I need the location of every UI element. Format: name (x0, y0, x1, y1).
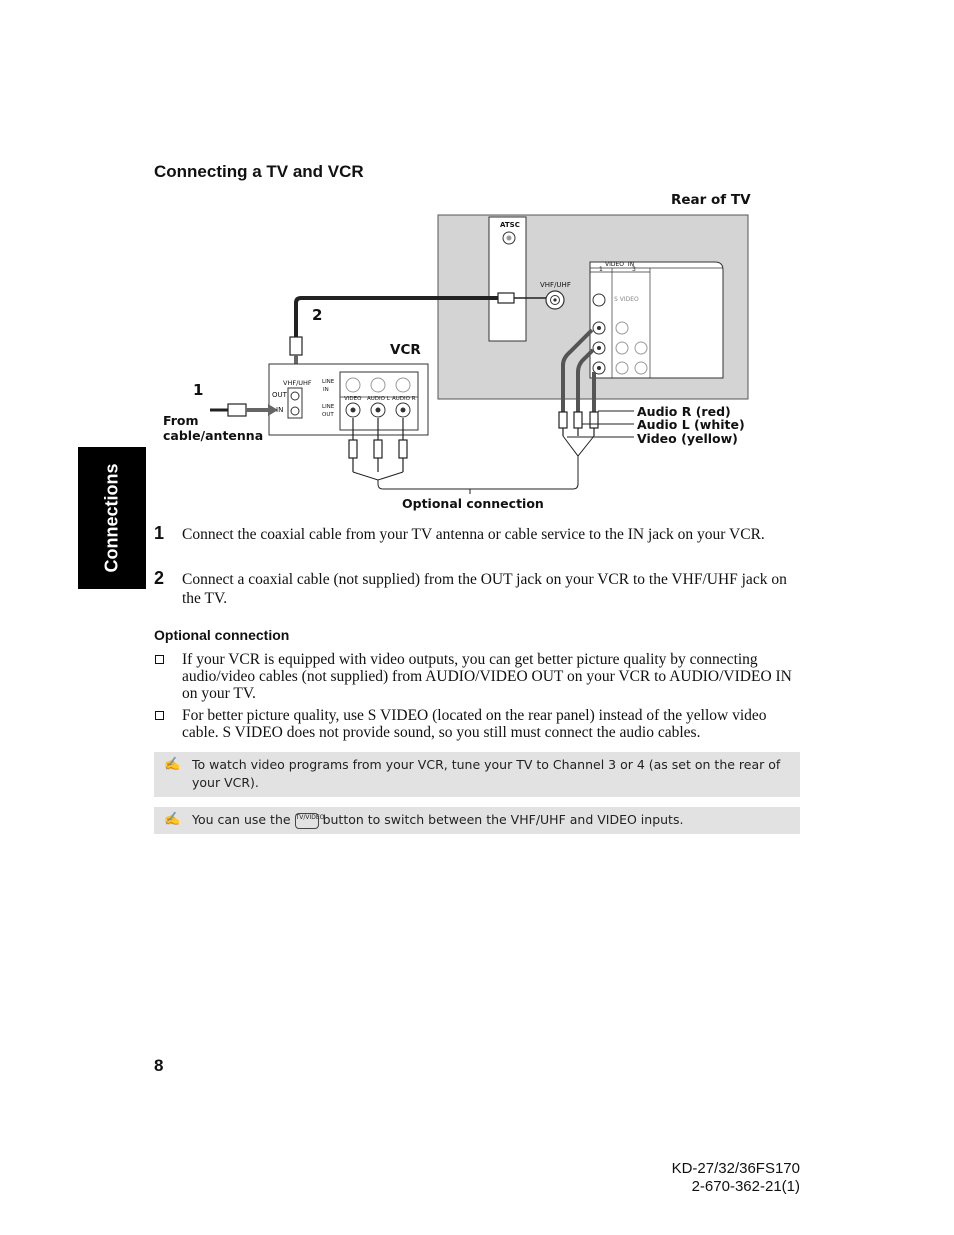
note-2-text-before: You can use the (192, 812, 291, 827)
checkbox-bullet-icon (155, 655, 164, 664)
model-number-block (672, 1160, 800, 1196)
step-1-number: 1 (154, 523, 165, 543)
tv-video-button-icon: TV/VIDEO (295, 813, 319, 829)
tv-s-video-jack (593, 294, 605, 306)
tv-vhfuhf-label: VHF/UHF (540, 281, 571, 289)
vcr-jack-audio-l-label: AUDIO L (367, 396, 390, 402)
vcr-in-jack (291, 407, 299, 415)
note-1-text: To watch video programs from your VCR, tune your TV to Channel 3 or 4 (as set on the rear of your VCR). (192, 757, 781, 790)
tv-video-jack-3 (616, 322, 628, 334)
callout-2: 2 (312, 306, 323, 324)
model-number: KD-27/32/36FS170 (671, 1160, 800, 1177)
optional-bullet-1: If your VCR is equipped with video outputs, you can get better picture quality by connecting audio/video cables (not supplied) from AUDIO/VIDEO OUT on your VCR to AUDIO/VIDEO IN on your TV. (182, 651, 792, 702)
note-pencil-icon: ✍ (164, 811, 181, 826)
note-pencil-icon: ✍ (164, 756, 181, 771)
tv-video-in-label: VIDEO IN (605, 261, 635, 268)
from-cable-label-2: cable/antenna (163, 428, 264, 443)
page-number: 8 (154, 1056, 164, 1075)
diagram-graphic (0, 0, 954, 520)
optional-connection-label: Optional connection (402, 496, 544, 511)
video-label: Video (yellow) (637, 431, 738, 446)
tv-video-in-3-label: 3 (632, 266, 636, 273)
note-box-2 (154, 807, 800, 834)
vcr-out-jack (291, 392, 299, 400)
note-2-text-after: button to switch between the VHF/UHF and VIDEO inputs. (322, 812, 684, 827)
optional-bullet-2: For better picture quality, use S VIDEO (located on the rear panel) instead of the yellow video cable. S VIDEO does not provide sound, so you still must connect the audio cables. (182, 707, 767, 741)
note-box-1 (154, 752, 800, 797)
vcr-label: VCR (390, 342, 421, 358)
part-number: 2-670-362-21(1) (691, 1178, 800, 1195)
vcr-line-in-label-2: IN (323, 387, 329, 393)
tv-video-in-block (590, 262, 723, 378)
vcr-vhfuhf-label: VHF/UHF (283, 379, 312, 387)
step-1-text: Connect the coaxial cable from your TV antenna or cable service to the IN jack on your VCR. (182, 526, 765, 543)
from-cable-label: From (163, 413, 199, 428)
vcr-in-label: IN (276, 406, 284, 414)
tv-atsc-label: ATSC (500, 221, 520, 229)
tv-video-in-1-label: 1 (599, 266, 603, 273)
step-2-text: Connect a coaxial cable (not supplied) from the OUT jack on your VCR to the VHF/UHF jack on the TV. (182, 571, 787, 607)
step-2-number: 2 (154, 568, 165, 588)
note-2-text (192, 811, 792, 829)
vcr-line-out-label: LINE (322, 404, 335, 410)
vcr-out-label: OUT (272, 391, 287, 399)
callout-1: 1 (193, 381, 204, 399)
rear-of-tv-label: Rear of TV (671, 192, 751, 208)
audio-l-label: Audio L (white) (637, 417, 745, 432)
section-title: Connecting a TV and VCR (154, 162, 364, 181)
vcr-jack-video-label: VIDEO (344, 396, 362, 402)
connection-diagram (0, 0, 954, 520)
vcr-line-in-label: LINE (322, 379, 335, 385)
optional-connection-bracket (378, 456, 578, 489)
checkbox-bullet-icon (155, 711, 164, 720)
side-tab-label: Connections (101, 463, 122, 573)
audio-r-label: Audio R (red) (637, 404, 731, 419)
tv-s-video-label: S VIDEO (614, 296, 639, 303)
vcr-line-out-label-2: OUT (322, 412, 334, 418)
optional-connection-heading: Optional connection (154, 627, 290, 643)
vcr-jack-audio-r-label: AUDIO R (392, 396, 416, 402)
